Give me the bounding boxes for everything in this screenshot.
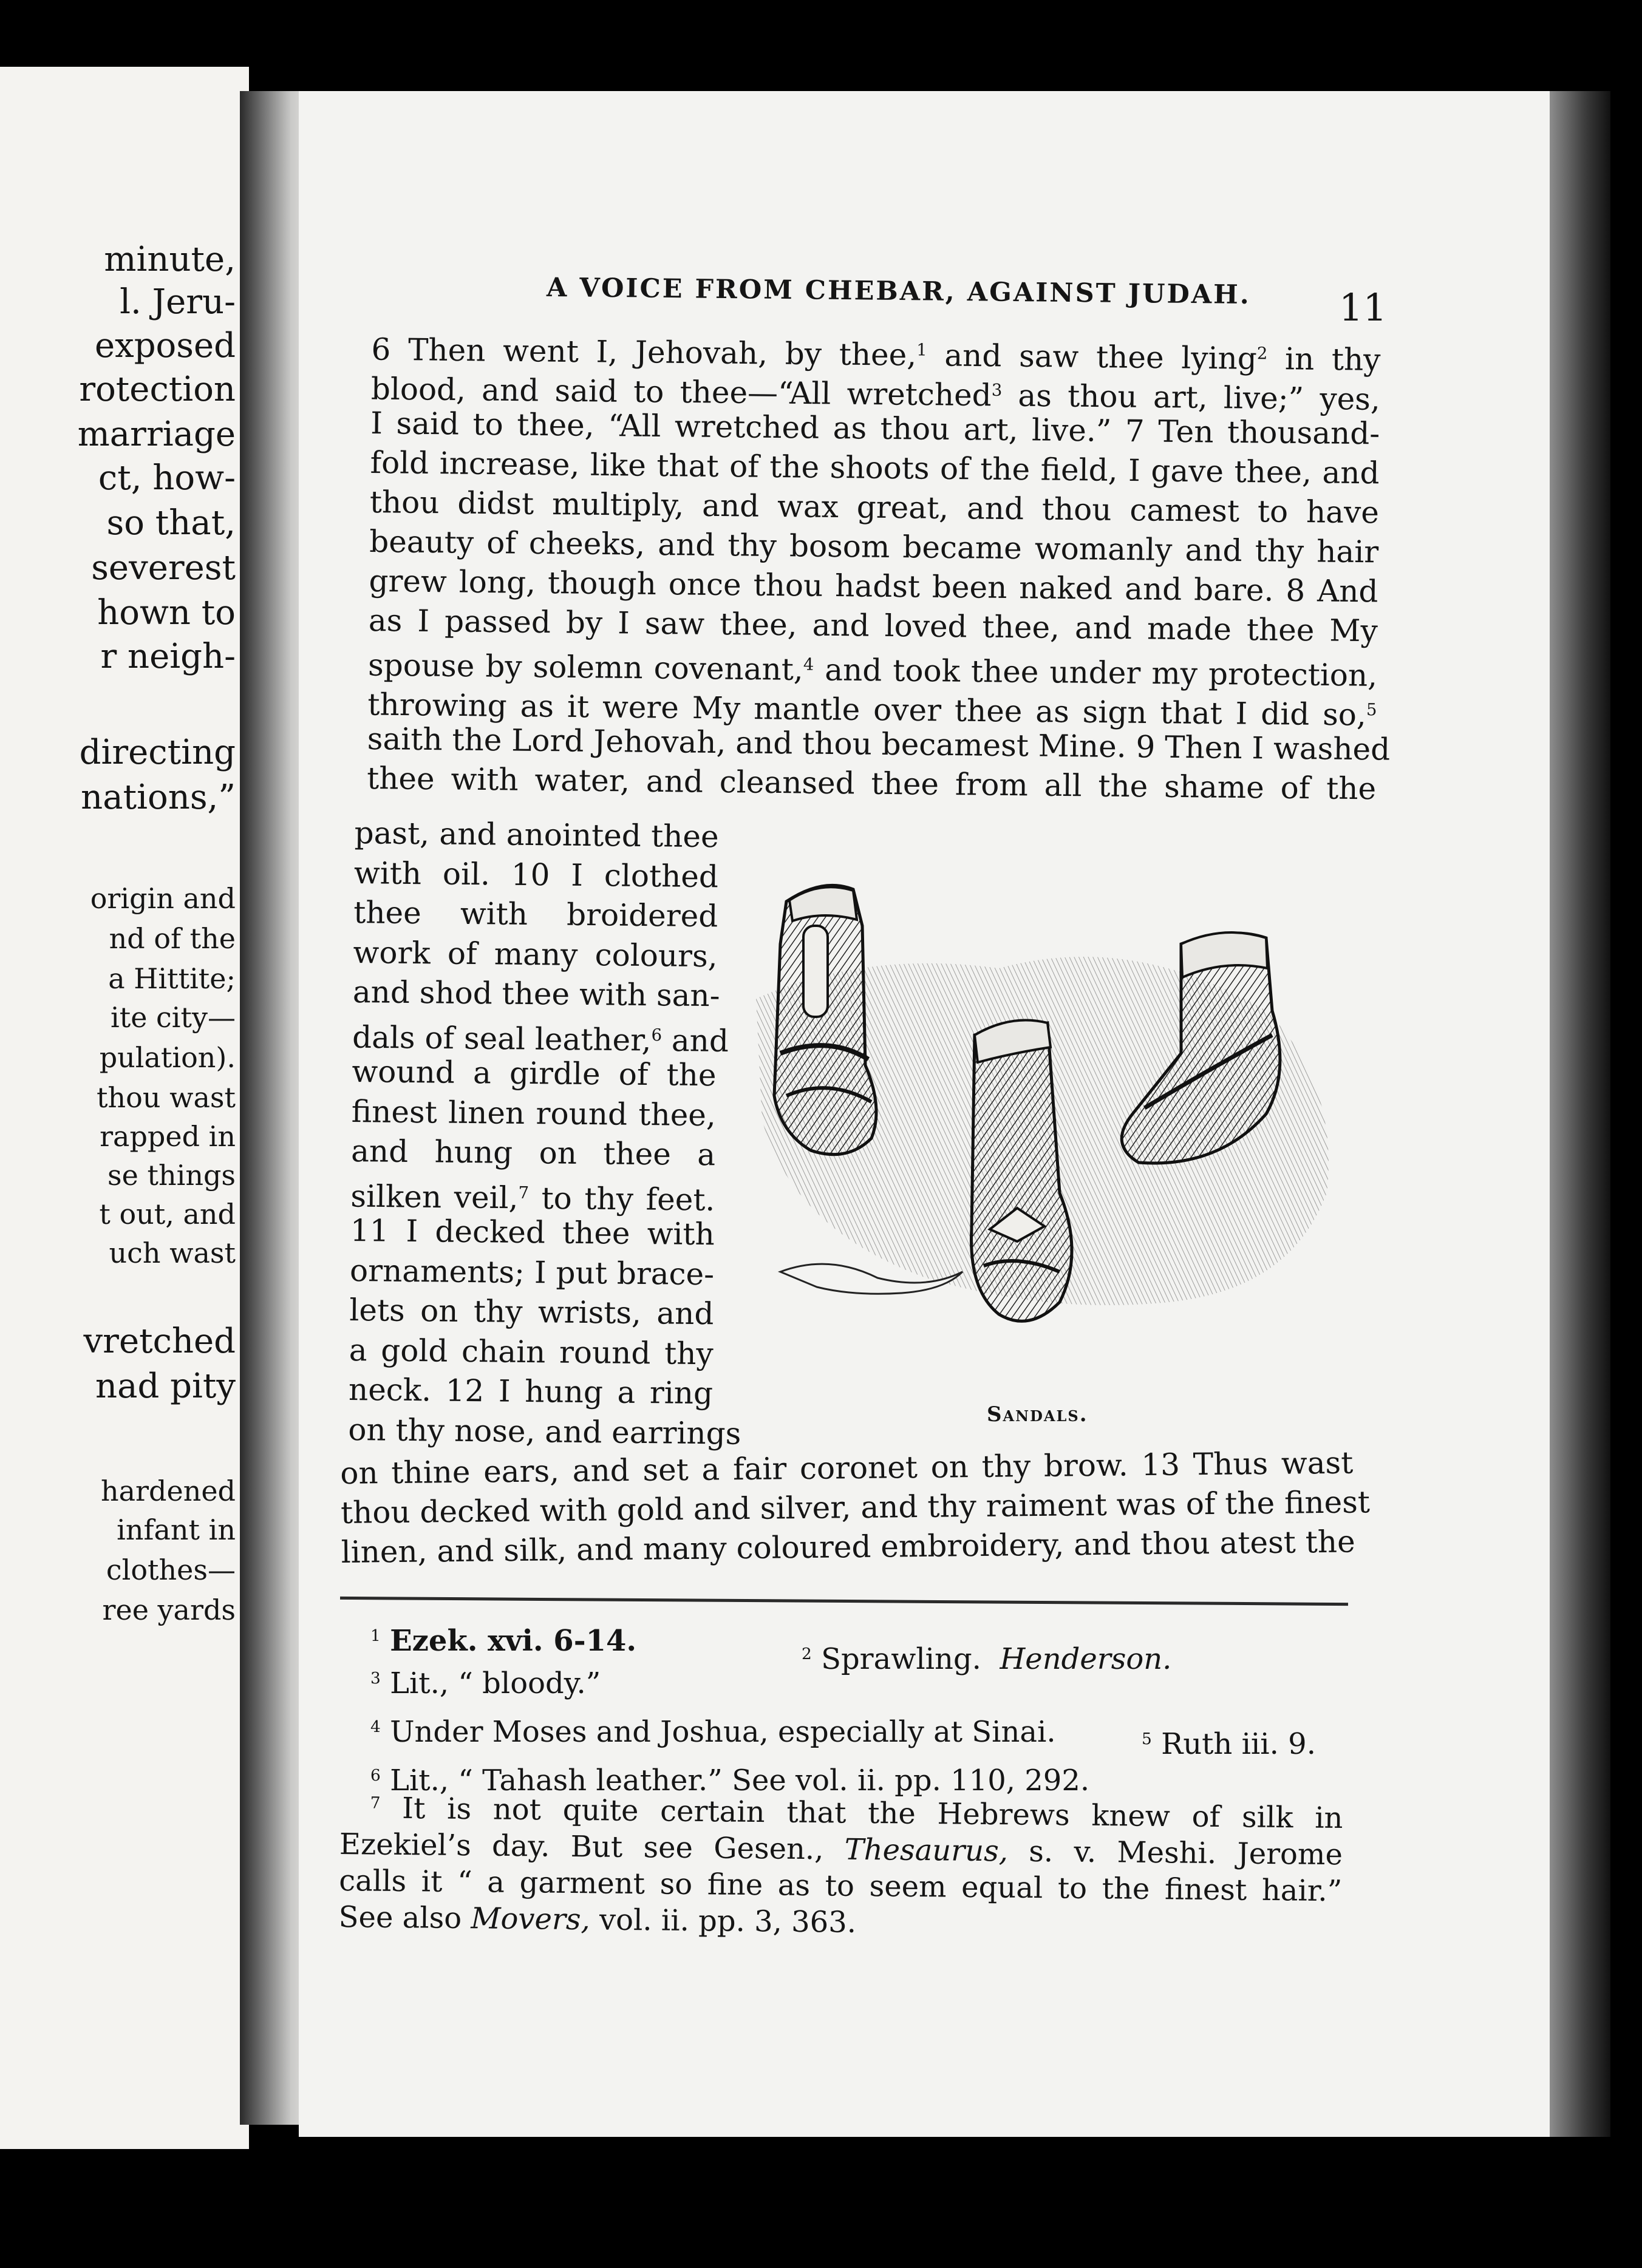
left-page-line: origin and <box>90 882 236 915</box>
body-line: throwing as it were My mantle over thee as sign that I did so,$^5$ <box>367 687 1377 733</box>
left-page-line: a Hittite; <box>108 962 236 995</box>
body-text-bottom <box>340 1444 1371 1572</box>
body-line: 6 Then went I, Jehovah, by thee,$^1$ and saw thee lying$^2$ in thy <box>371 331 1381 378</box>
body-line: thou decked with gold and silver, and thy raiment was of the finest <box>340 1484 1371 1530</box>
body-line: a gold chain round thy <box>349 1332 714 1371</box>
body-line: past, and anointed thee <box>354 815 719 855</box>
body-line: ornaments; I put brace- <box>349 1252 715 1292</box>
body-line: as I passed by I saw thee, and loved thee, and made thee My <box>368 602 1378 649</box>
left-sandal <box>774 885 876 1154</box>
body-line: fold increase, like that of the shoots of the field, I gave thee, and <box>370 444 1380 491</box>
left-page-line: ree yards <box>102 1594 236 1626</box>
left-page-line: ite city— <box>111 1001 236 1034</box>
left-page-line: exposed <box>94 326 236 365</box>
body-line: wound a girdle of the <box>352 1053 717 1093</box>
footnote-2: $^2$ Sprawling. Henderson. <box>802 1642 1172 1676</box>
left-page-line: uch wast <box>109 1237 236 1269</box>
body-line: spouse by solemn covenant,$^4$ and took thee under my protection, <box>367 647 1378 693</box>
body-line: with oil. 10 I clothed <box>353 855 719 894</box>
left-page-line: directing <box>79 733 236 772</box>
body-text-wrapped <box>348 813 741 1453</box>
left-page-line: l. Jeru- <box>120 282 236 322</box>
body-text-top <box>366 325 1391 809</box>
body-line: 11 I decked thee with <box>350 1212 715 1252</box>
body-line: I said to thee, “All wretched as thou art, live.” 7 Ten thousand- <box>370 405 1380 452</box>
body-line: and shod thee with san- <box>352 974 720 1014</box>
left-page-line: severest <box>91 548 236 588</box>
left-page-line: ct, how- <box>98 458 236 498</box>
body-line: grew long, though once thou hadst been naked and bare. 8 And <box>369 563 1378 609</box>
left-page-line: hardened <box>100 1475 236 1507</box>
body-line: blood, and said to thee—“All wretched$^3$ as thou art, live;” yes, <box>370 371 1381 417</box>
left-page-line: rapped in <box>100 1120 236 1153</box>
left-page-line: se things <box>107 1159 236 1192</box>
body-line: lets on thy wrists, and <box>349 1292 714 1332</box>
footnote-5: $^5$ Ruth iii. 9. <box>1142 1726 1316 1761</box>
footnote-3: $^3$ Lit., “ bloody.” <box>370 1666 601 1700</box>
body-line: on thy nose, and earrings <box>348 1411 741 1451</box>
left-page-line: t out, and <box>99 1198 236 1231</box>
body-line: thou didst multiply, and wax great, and thou camest to have <box>369 484 1380 531</box>
left-page-line: minute, <box>104 240 236 279</box>
left-page-line: vretched <box>83 1322 236 1361</box>
left-page-line: nations,” <box>81 778 236 817</box>
body-line: finest linen round thee, <box>351 1093 717 1133</box>
running-header: A VOICE FROM CHEBAR, AGAINST JUDAH. <box>546 272 1251 311</box>
footnote-4: $^4$ Under Moses and Joshua, especially at Sinai. <box>370 1714 1056 1749</box>
left-page-line: nad pity <box>95 1367 236 1406</box>
body-line: silken veil,$^7$ to thy feet. <box>350 1178 715 1218</box>
sandals-illustration <box>744 853 1351 1375</box>
left-page-line: infant in <box>117 1513 236 1546</box>
footnote-1: $^1$ Ezek. xvi. 6-14. <box>370 1623 637 1658</box>
illustration-caption: Sandals. <box>987 1402 1088 1427</box>
body-line: dals of seal leather,$^6$ and <box>352 1019 729 1059</box>
left-page-line: marriage <box>77 415 236 454</box>
page-number: 11 <box>1339 285 1387 330</box>
left-page-line: so that, <box>106 503 236 543</box>
left-page-line: hown to <box>97 593 236 633</box>
left-page-line: rotection <box>79 370 236 409</box>
body-line: beauty of cheeks, and thy bosom became womanly and thy hair <box>369 523 1379 570</box>
left-page-line: clothes— <box>106 1553 236 1586</box>
footnote-6: $^6$ Lit., “ Tahash leather.” See vol. ii. pp. 110, 292. <box>370 1763 1090 1798</box>
left-page-line: pulation). <box>99 1041 236 1074</box>
body-line: on thine ears, and set a fair coronet on thy brow. 13 Thus wast <box>340 1445 1354 1491</box>
left-page-line: nd of the <box>109 922 236 955</box>
left-page-line: thou wast <box>97 1081 236 1114</box>
body-line: thee with water, and cleansed thee from all the shame of the <box>366 760 1377 807</box>
page-edge-shadow <box>1550 91 1610 2137</box>
body-line: neck. 12 I hung a ring <box>348 1371 714 1411</box>
left-page <box>0 67 249 2149</box>
body-line: thee with broidered <box>353 894 718 934</box>
body-line: work of many colours, <box>353 934 718 974</box>
footnote-7: $^7$ It is not quite certain that the Hebrews knew of silk in Ezekiel’s day. But see Gesen., Thesaurus, s. v. Meshi. Jerome calls it “ a garment so fine as to seem equal to the finest hair.” See also Movers, vol. ii. pp. 3, 363. <box>338 1791 1343 1940</box>
body-line: saith the Lord Jehovah, and thou becamest Mine. 9 Then I washed <box>367 721 1391 767</box>
body-line: linen, and silk, and many coloured embroidery, and thou atest the <box>341 1524 1355 1570</box>
body-line: and hung on thee a <box>350 1133 716 1173</box>
left-page-line: r neigh- <box>100 637 236 676</box>
